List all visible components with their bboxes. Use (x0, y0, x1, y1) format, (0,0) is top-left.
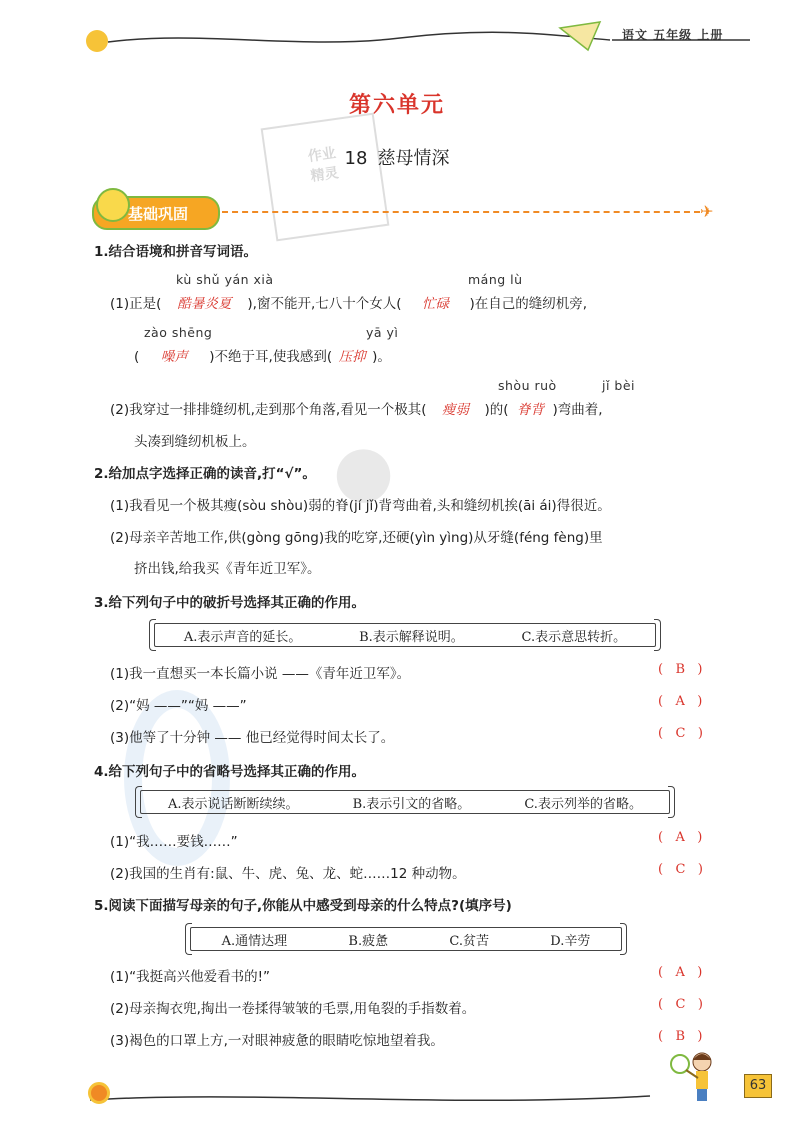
q4-title: 4.给下列句子中的省略号选择其正确的作用。 (94, 764, 366, 780)
pinyin: kù shǔ yán xià (176, 272, 274, 287)
answer: B (675, 1029, 686, 1044)
pinyin: shòu ruò (498, 378, 557, 393)
option: B.疲惫 (348, 933, 389, 949)
answer: 压抑 (338, 349, 366, 365)
pinyin: zào shēng (144, 325, 213, 340)
answer-bracket: ( B ) (658, 662, 703, 677)
flower-icon (88, 1082, 110, 1104)
answer: 脊背 (517, 402, 545, 418)
text: )弯曲着, (552, 402, 603, 418)
airplane-icon: ✈ (700, 202, 714, 221)
unit-title: 第六单元 (348, 93, 445, 118)
q5-item-1: (1)“我挺高兴他爱看书的!” (110, 969, 271, 985)
q2-line-3: 挤出钱,给我买《青年近卫军》。 (134, 561, 321, 577)
option: B.表示引文的省略。 (352, 796, 471, 812)
answer: 酷暑炎夏 (177, 296, 232, 312)
lesson-name: 慈母情深 (377, 148, 450, 169)
answer-bracket: ( B ) (658, 1029, 703, 1044)
option: A.表示说话断断续续。 (168, 796, 299, 812)
option: C.贫苦 (449, 933, 489, 949)
answer: C (675, 726, 686, 741)
text: )不绝于耳,使我感到( (209, 349, 333, 365)
q4-item-2: (2)我国的生肖有:鼠、牛、虎、兔、龙、蛇……12 种动物。 (110, 866, 466, 882)
q3-item-1: (1)我一直想买一本长篇小说 ——《青年近卫军》。 (110, 666, 411, 682)
q2-line-2: (2)母亲辛苦地工作,供(gòng gōng)我的吃穿,还硬(yìn yìng)从牙缝(féng fèng)里 (110, 530, 603, 546)
answer: B (675, 662, 686, 677)
q3-item-3: (3)他等了十分钟 —— 他已经觉得时间太长了。 (110, 730, 395, 746)
watermark-logo: ● (313, 420, 408, 522)
answer: C (675, 997, 686, 1012)
q5-options-box (190, 927, 622, 951)
q1-sentence-1b (134, 345, 391, 365)
answer: C (675, 862, 686, 877)
answer-bracket: ( A ) (658, 694, 703, 709)
text: ),窗不能开,七八十个女人( (247, 296, 402, 312)
q5-item-3: (3)褐色的口罩上方,一对眼神疲惫的眼睛吃惊地望着我。 (110, 1033, 444, 1049)
q5-title: 5.阅读下面描写母亲的句子,你能从中感受到母亲的什么特点?(填序号) (94, 898, 512, 914)
q2-title: 2.给加点字选择正确的读音,打“√”。 (94, 466, 316, 482)
q3-title: 3.给下列句子中的破折号选择其正确的作用。 (94, 595, 366, 611)
lesson-title (0, 144, 794, 170)
answer-bracket: ( C ) (658, 862, 703, 877)
option: C.表示意思转折。 (521, 629, 627, 645)
pinyin: jǐ bèi (602, 378, 636, 393)
page-number: 63 (744, 1074, 772, 1098)
q3-options-box (154, 623, 656, 647)
pinyin: yā yì (366, 325, 399, 340)
q4-item-1: (1)“我……要钱……” (110, 834, 238, 850)
q1-sentence-1 (110, 292, 587, 312)
answer-bracket: ( C ) (658, 726, 703, 741)
answer-bracket: ( A ) (658, 830, 703, 845)
option: A.表示声音的延长。 (183, 629, 302, 645)
section-label: 基础巩固 (128, 205, 189, 223)
q2-line-1: (1)我看见一个极其瘦(sòu shòu)弱的脊(jí jǐ)背弯曲着,头和缝纫机挨(āi ái)得很近。 (110, 498, 611, 514)
pinyin: máng lù (468, 272, 523, 287)
answer-bracket: ( C ) (658, 997, 703, 1012)
answer-bracket: ( A ) (658, 965, 703, 980)
text: )的( (484, 402, 509, 418)
q4-options-box (140, 790, 670, 814)
girl-with-net-icon (668, 1048, 722, 1108)
option: C.表示列举的省略。 (524, 796, 642, 812)
text: (2)我穿过一排排缝纫机,走到那个角落,看见一个极其( (110, 402, 427, 418)
answer: A (675, 965, 685, 980)
subject-label: 语文 五年级 上册 (622, 28, 724, 42)
q5-item-2: (2)母亲掏衣兜,掏出一卷揉得皱皱的毛票,用龟裂的手指数着。 (110, 1001, 476, 1017)
text: )在自己的缝纫机旁, (469, 296, 588, 312)
option: D.辛劳 (550, 933, 591, 949)
section-dashed-divider (222, 211, 700, 213)
lesson-number: 18 (344, 148, 368, 169)
q1-sentence-2b: 头凑到缝纫机板上。 (134, 434, 256, 450)
option: A.通情达理 (221, 933, 288, 949)
option: B.表示解释说明。 (359, 629, 464, 645)
text: ( (134, 349, 140, 365)
q1-sentence-2 (110, 398, 603, 418)
answer: A (675, 830, 685, 845)
answer: A (675, 694, 685, 709)
butterfly-icon (96, 188, 130, 222)
stamp-line-1: 作业 (306, 145, 337, 166)
stamp-line-2: 精灵 (309, 165, 340, 185)
answer: 忙碌 (422, 296, 450, 312)
text: (1)正是( (110, 296, 162, 312)
watermark-stamp (261, 113, 390, 242)
answer: 噪声 (160, 349, 188, 365)
q3-item-2: (2)“妈 ——”“妈 ——” (110, 698, 247, 714)
q1-title: 1.结合语境和拼音写词语。 (94, 244, 258, 260)
answer: 瘦弱 (441, 402, 469, 418)
text: )。 (372, 349, 391, 365)
